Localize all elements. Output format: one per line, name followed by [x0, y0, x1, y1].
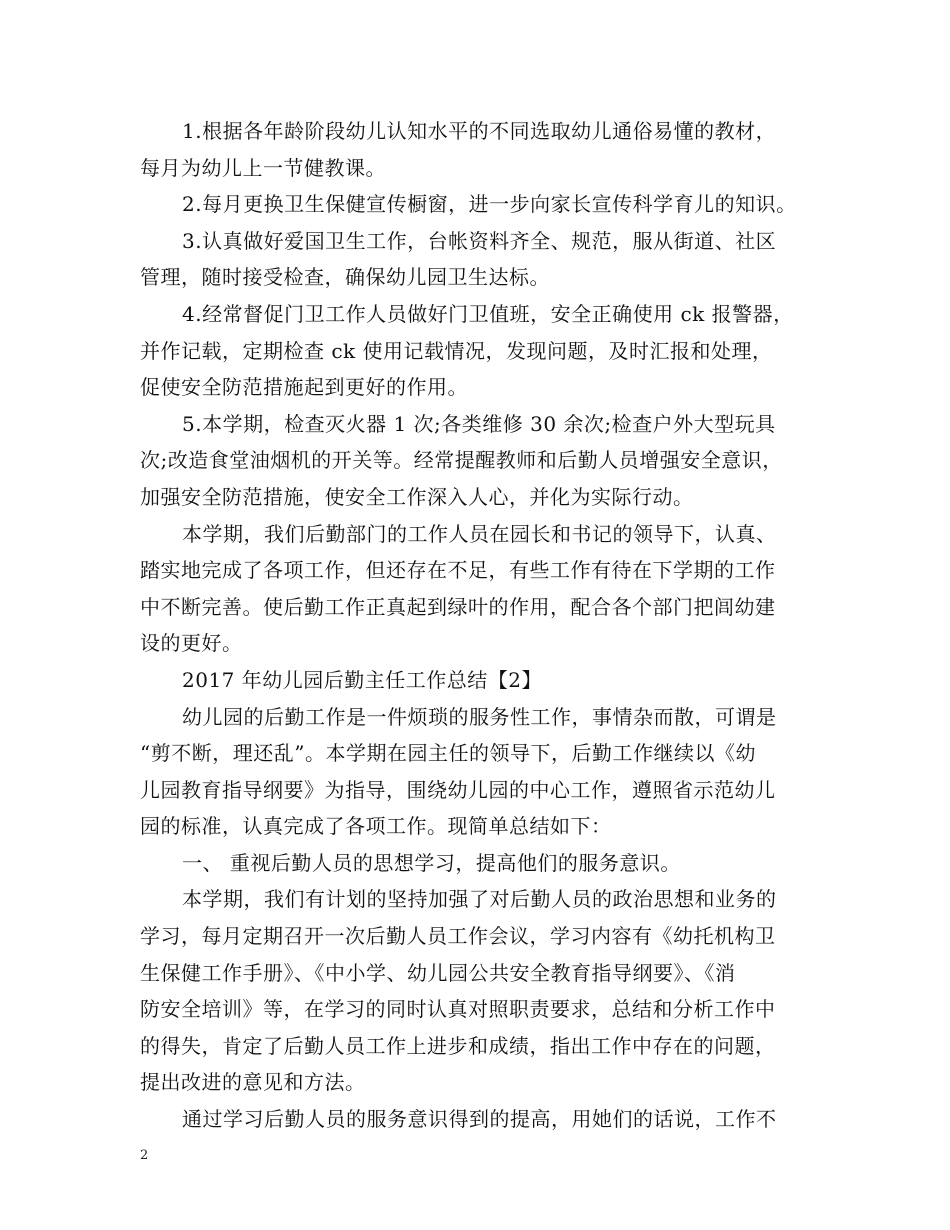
text-line: 一、 重视后勤人员的思想学习，提高他们的服务意识。	[182, 850, 681, 875]
text-line: 4.经常督促门卫工作人员做好门卫值班，安全正确使用 ck 报警器，	[182, 301, 794, 326]
text-line: “剪不断，理还乱”。本学期在园主任的领导下，后勤工作继续以《幼	[140, 741, 756, 766]
text-line: 3.认真做好爱国卫生工作，台帐资料齐全、规范，服从街道、社区	[182, 228, 777, 253]
text-line: 园的标准，认真完成了各项工作。现简单总结如下：	[140, 814, 612, 839]
text-line: 提出改进的意见和方法。	[140, 1070, 366, 1095]
text-line: 设的更好。	[140, 631, 243, 656]
text-line: 本学期，我们后勤部门的工作人员在园长和书记的领导下，认真、	[182, 521, 777, 546]
text-line: 每月为幼儿上一节健教课。	[140, 155, 386, 180]
text-line: 幼儿园的后勤工作是一件烦琐的服务性工作，事情杂而散，可谓是	[182, 704, 777, 729]
document-body	[140, 113, 830, 1138]
text-line: 5.本学期，检查灭火器 1 次;各类维修 30 余次;检查户外大型玩具	[182, 411, 776, 436]
text-line: 管理，随时接受检查，确保幼儿园卫生达标。	[140, 265, 550, 290]
text-line: 中不断完善。使后勤工作正真起到绿叶的作用，配合各个部门把闾幼建	[140, 594, 776, 619]
text-line: 踏实地完成了各项工作，但还存在不足，有些工作有待在下学期的工作	[140, 558, 776, 583]
text-line: 2017 年幼儿园后勤主任工作总结【2】	[182, 667, 542, 692]
text-line: 2.每月更换卫生保健宣传橱窗，进一步向家长宣传科学育儿的知识。	[182, 192, 797, 217]
text-line: 并作记载，定期检查 ck 使用记载情况，发现问题，及时汇报和处理，	[140, 338, 773, 363]
text-line: 通过学习后勤人员的服务意识得到的提高，用她们的话说，工作不	[182, 1107, 777, 1132]
text-line: 次;改造食堂油烟机的开关等。经常提醒教师和后勤人员增强安全意识，	[140, 448, 783, 473]
text-line: 防安全培训》等，在学习的同时认真对照职责要求，总结和分析工作中	[140, 997, 776, 1022]
text-line: 1.根据各年龄阶段幼儿认知水平的不同选取幼儿通俗易懂的教材，	[182, 119, 777, 143]
text-line: 加强安全防范措施，使安全工作深入人心，并化为实际行动。	[140, 484, 694, 509]
text-line: 促使安全防范措施起到更好的作用。	[140, 375, 468, 400]
page-number: 2	[140, 1148, 149, 1163]
text-line: 学习，每月定期召开一次后勤人员工作会议，学习内容有《幼托机构卫	[140, 924, 776, 949]
text-line: 的得失，肯定了后勤人员工作上进步和成绩，指出工作中存在的问题，	[140, 1033, 776, 1058]
text-line: 生保健工作手册》、《中小学、幼儿园公共安全教育指导纲要》、《消	[140, 960, 736, 985]
text-line: 儿园教育指导纲要》为指导，围绕幼儿园的中心工作，遵照省示范幼儿	[140, 777, 776, 802]
text-line: 本学期，我们有计划的坚持加强了对后勤人员的政治思想和业务的	[182, 887, 777, 912]
